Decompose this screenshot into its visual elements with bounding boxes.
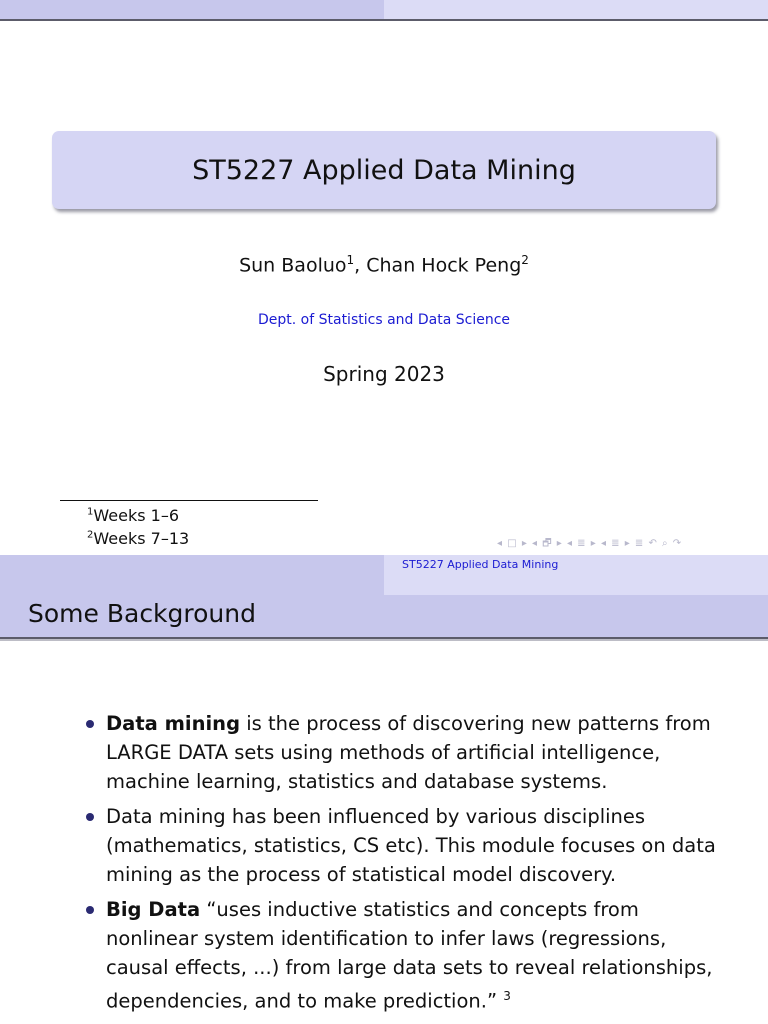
frametitle-bar [0, 595, 768, 637]
item-3-text: “uses inductive statistics and concepts from nonlinear system identification to infer laws (regressions, causal effects, ...) from large data sets to reveal relationships, dependencies, and to make prediction.” [106, 898, 713, 1013]
author-1: Sun Baoluo [239, 254, 347, 277]
header-band-left [0, 0, 384, 19]
background-slide [0, 555, 768, 1024]
header-band-right [384, 0, 768, 19]
bullet-icon [86, 720, 94, 728]
bullet-icon [86, 906, 94, 914]
item-2-text: Data mining has been influenced by various disciplines (mathematics, statistics, CS etc). This module focuses on data mining as the process of statistical model discovery. [106, 805, 716, 886]
footnote-1 [87, 506, 179, 525]
footnote-2 [87, 529, 189, 548]
list-item [86, 895, 726, 1016]
header-shadow [0, 19, 768, 21]
footnote-2-text: Weeks 7–13 [93, 529, 190, 548]
bullet-list [86, 709, 726, 1022]
institute: Dept. of Statistics and Data Science [258, 312, 510, 328]
beamer-navigation-icons[interactable]: ◂ □ ▸ ◂ 🗗 ▸ ◂ ≣ ▸ ◂ ≣ ▸ ≣ ↶ ⌕ ↷ [497, 538, 683, 549]
bullet-icon [86, 813, 94, 821]
title-box [52, 131, 716, 209]
item-1-bold: Data mining [106, 712, 241, 735]
footer-short-title: ST5227 Applied Data Mining [402, 558, 559, 571]
author-1-footnote-mark: 1 [346, 253, 355, 267]
list-item [86, 709, 726, 796]
footnote-1-mark: 1 [87, 506, 94, 518]
presentation-title: ST5227 Applied Data Mining [192, 154, 576, 186]
list-item [86, 802, 726, 889]
presentation-date: Spring 2023 [323, 362, 445, 386]
frametitle-shadow-soft [0, 639, 768, 641]
author-2-footnote-mark: 2 [521, 253, 529, 267]
footnote-2-mark: 2 [87, 529, 94, 541]
item-3-bold: Big Data [106, 898, 201, 921]
footnote-1-text: Weeks 1–6 [93, 506, 179, 525]
author-separator: , [354, 254, 367, 277]
footnote-rule [60, 500, 318, 501]
frame-title: Some Background [28, 599, 256, 628]
item-3-footnote-mark: 3 [503, 989, 511, 1003]
footer-band-left [0, 555, 384, 595]
item-1-text: is the process of discovering new patterns from LARGE DATA sets using methods of artificial intelligence, machine learning, statistics and database systems. [106, 712, 711, 793]
author-2: Chan Hock Peng [366, 254, 522, 277]
authors [0, 253, 768, 276]
